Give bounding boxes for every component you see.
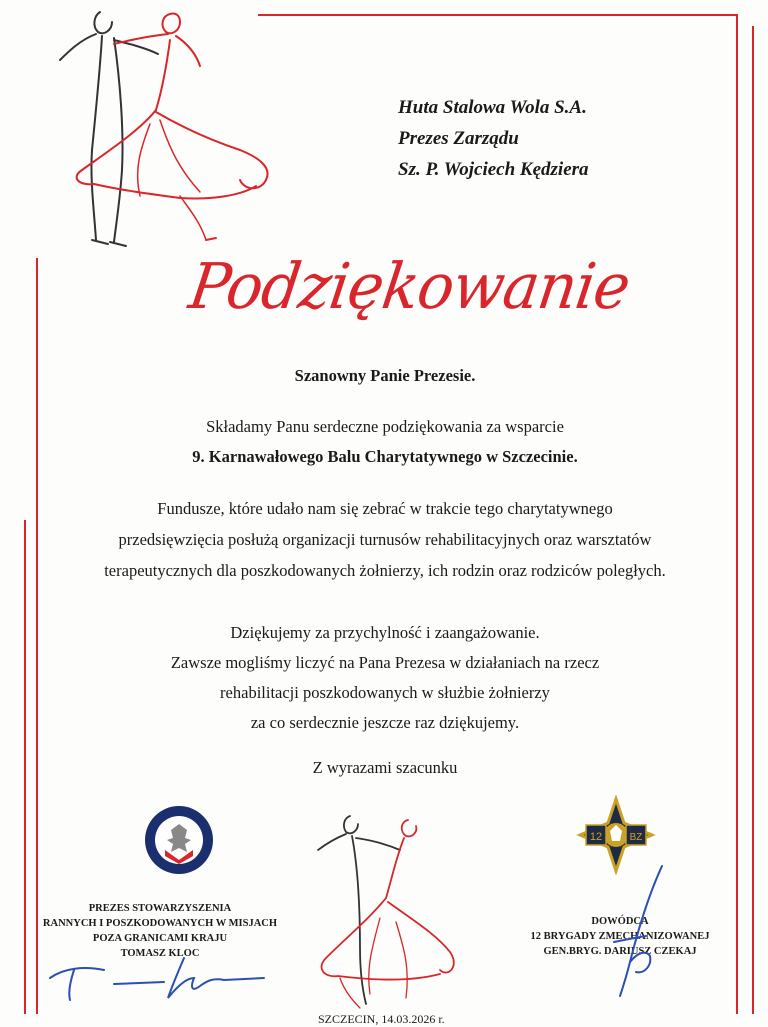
gratitude-line-2: Zawsze mogliśmy liczyć na Pana Prezesa w działaniach na rzecz bbox=[170, 653, 600, 672]
signatory-left-title: PREZES STOWARZYSZENIA bbox=[88, 903, 232, 914]
funds-line-1: Fundusze, które udało nam się zebrać w trakcie tego charytatywnego bbox=[157, 499, 613, 518]
association-emblem-icon bbox=[143, 804, 215, 876]
signatory-right-name: GEN.BRYG. DARIUSZ CZEKAJ bbox=[543, 946, 697, 957]
funds-line-3: terapeutycznych dla poszkodowanych żołnierzy, ich rodzin oraz rodziców poległych. bbox=[104, 561, 666, 580]
thanks-paragraph bbox=[40, 412, 730, 472]
gratitude-line-4: za co serdecznie jeszcze raz dziękujemy. bbox=[250, 713, 520, 732]
dancers-illustration-bottom bbox=[300, 808, 470, 1018]
addressee-company: Huta Stalowa Wola S.A. bbox=[398, 97, 587, 118]
frame-top-line bbox=[258, 14, 738, 16]
signatory-left-org-2: POZA GRANICAMI KRAJU bbox=[92, 933, 228, 944]
dancers-illustration-top bbox=[30, 0, 290, 250]
funds-line-2: przedsięwzięcia posłużą organizacji turnusów rehabilitacyjnych oraz warsztatów bbox=[118, 530, 652, 549]
salutation: Szanowny Panie Prezesie. bbox=[294, 366, 476, 385]
gratitude-line-3: rehabilitacji poszkodowanych w służbie żołnierzy bbox=[220, 683, 550, 702]
event-name: 9. Karnawałowego Balu Charytatywnego w Szczecinie. bbox=[192, 447, 578, 466]
signatory-left-name: TOMASZ KLOC bbox=[120, 948, 200, 959]
frame-left-line bbox=[36, 258, 38, 1014]
frame-right-line bbox=[736, 14, 738, 1014]
frame-left-line-outer bbox=[24, 520, 26, 1014]
closing-phrase: Z wyrazami szacunku bbox=[312, 758, 458, 777]
signatory-left-org-1: RANNYCH I POSZKODOWANYCH W MISJACH bbox=[42, 918, 278, 929]
place-and-date: SZCZECIN, 14.03.2026 r. bbox=[318, 1012, 445, 1026]
document-title: Podziękowanie bbox=[184, 250, 634, 324]
addressee-name: Sz. P. Wojciech Kędziera bbox=[398, 159, 589, 180]
signatory-right-title: DOWÓDCA bbox=[591, 916, 649, 927]
thanks-line-1: Składamy Panu serdeczne podziękowania za wsparcie bbox=[206, 417, 564, 436]
signature-right-icon bbox=[600, 862, 680, 1002]
addressee-position: Prezes Zarządu bbox=[398, 128, 519, 149]
gratitude-line-1: Dziękujemy za przychylność i zaangażowanie. bbox=[230, 623, 540, 642]
signature-left-icon bbox=[44, 948, 274, 1008]
brigade-emblem-letters: BZ bbox=[629, 832, 643, 843]
signatory-right-unit: 12 BRYGADY ZMECHANIZOWANEJ bbox=[530, 931, 710, 942]
gratitude-paragraph bbox=[40, 618, 730, 738]
funds-paragraph bbox=[40, 493, 730, 586]
addressee-block bbox=[398, 92, 589, 185]
brigade-emblem-number: 12 bbox=[589, 831, 603, 843]
frame-right-line-outer bbox=[752, 26, 754, 1014]
